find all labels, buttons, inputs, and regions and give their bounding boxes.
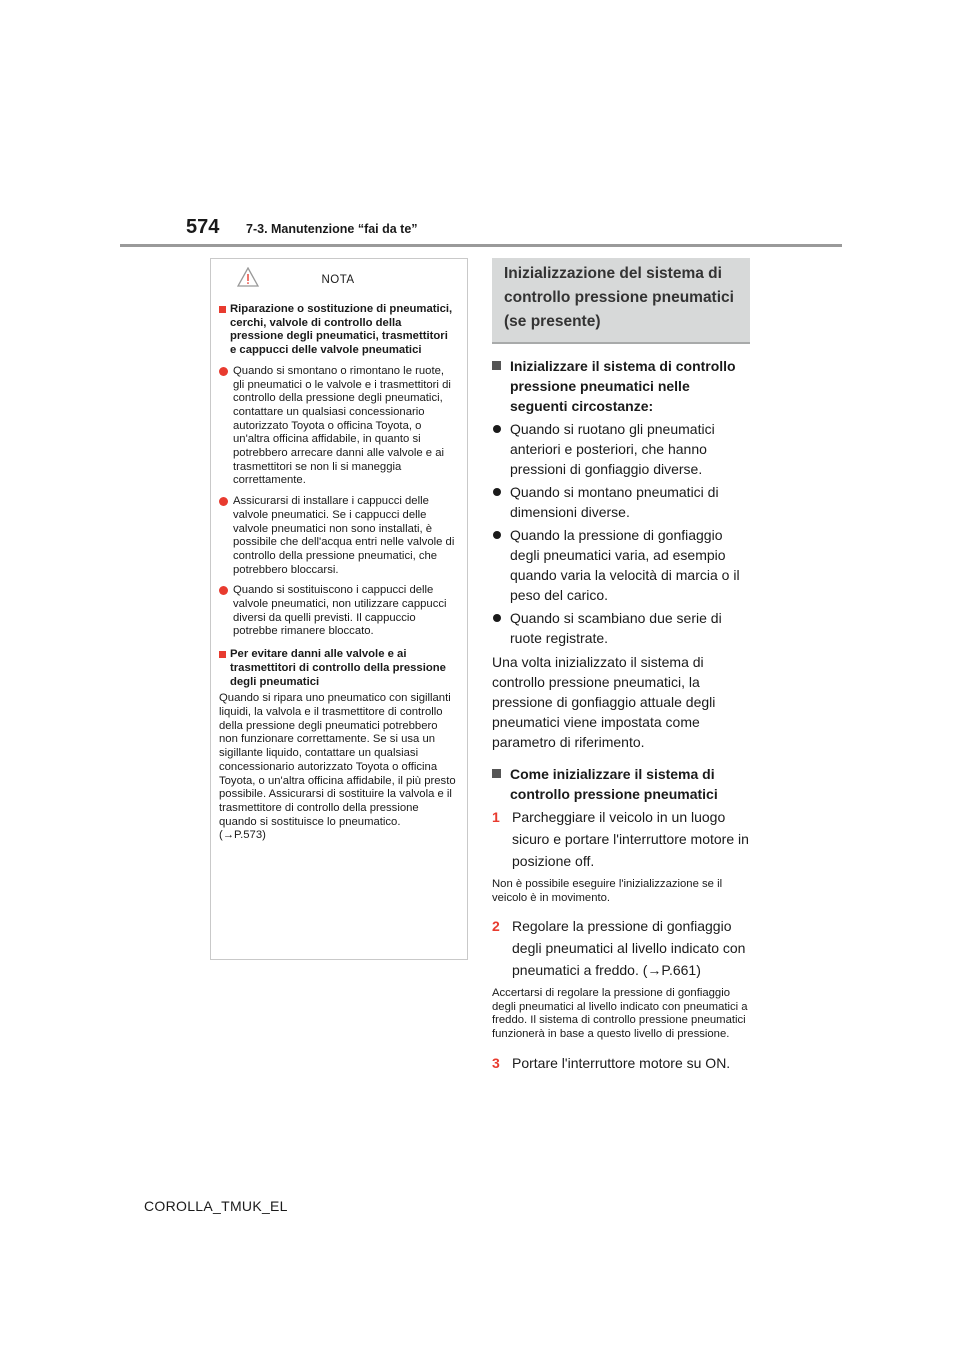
header-rule bbox=[120, 244, 842, 247]
bullet-dot-icon bbox=[493, 488, 501, 496]
nota-paragraph: Quando si ripara uno pneumatico con sigillanti liquidi, la valvola e il trasmettitore di controllo della pressione degli pneumatici potrebbero non funzionare correttamente. Se si usa un sigillante liquido, contattare un qualsiasi concessionario autorizzato Toyota o officina Toyota, o un'altra officina affidabile, il più presto possibile. Assicurarsi di sostituire la valvola e il trasmettitore di controllo della pressione quando si sostituisce lo pneumatico. bbox=[219, 692, 456, 828]
section-title: 7-3. Manutenzione “fai da te” bbox=[246, 222, 418, 236]
nota-bullet-text: Assicurarsi di installare i cappucci delle valvole pneumatici. Se i cappucci delle valvole pneumatici non sono installati, è possibile che dell'acqua entri nelle valvole di controllo della pressione pneumatici, che potrebbero bloccarsi. bbox=[233, 495, 455, 576]
page-number: 574 bbox=[186, 216, 220, 238]
step-text: Regolare la pressione di gonfiaggio degli pneumatici al livello indicato con pneumatici a freddo. (→P.661) bbox=[512, 918, 746, 979]
step-text: Portare l'interruttore motore su ON. bbox=[512, 1054, 731, 1071]
bullet-item bbox=[492, 525, 750, 605]
step-number: 2 bbox=[492, 918, 500, 935]
bullet-item bbox=[492, 482, 750, 522]
red-square-icon bbox=[219, 306, 226, 313]
nota-title: NOTA bbox=[321, 274, 355, 286]
nota-box bbox=[210, 258, 468, 960]
bullet-dot-icon bbox=[493, 425, 501, 433]
nota-heading-1 bbox=[219, 303, 457, 358]
subheading-1-text: Inizializzare il sistema di controllo pressione pneumatici nelle seguenti circostanze: bbox=[510, 358, 736, 414]
gray-square-icon bbox=[492, 769, 501, 778]
bullet-text: Quando si montano pneumatici di dimensioni diverse. bbox=[510, 484, 719, 520]
subheading-2 bbox=[492, 764, 750, 804]
section-heading-box: Inizializzazione del sistema di controllo pressione pneumatici (se presente) bbox=[492, 258, 750, 344]
subheading-2-text: Come inizializzare il sistema di controllo pressione pneumatici bbox=[510, 766, 718, 802]
nota-bullet bbox=[219, 365, 457, 488]
step-number: 1 bbox=[492, 809, 500, 825]
subheading-1 bbox=[492, 356, 750, 416]
step-2 bbox=[492, 915, 750, 981]
bullet-dot-icon bbox=[493, 614, 501, 622]
nota-heading-2-text: Per evitare danni alle valvole e ai trasmettitori di controllo della pressione degli pneumatici bbox=[230, 648, 446, 688]
bullet-item bbox=[492, 419, 750, 479]
red-dot-icon bbox=[219, 497, 228, 506]
red-dot-icon bbox=[219, 367, 228, 376]
step-text: Parcheggiare il veicolo in un luogo sicuro e portare l'interruttore motore in posizione off. bbox=[512, 809, 749, 869]
nota-bullet-text: Quando si smontano o rimontano le ruote, gli pneumatici o le valvole e i trasmettitori di controllo della pressione degli pneumatici, contattare un qualsiasi concessionario autorizzato Toyota o officina Toyota, o un'altra officina affidabile, in quanto si potrebbero arrecare danni alle valvole e ai trasmettitori se non li si maneggia correttamente. bbox=[233, 364, 451, 487]
body-paragraph: Una volta inizializzato il sistema di controllo pressione pneumatici, la pressione di gonfiaggio attuale degli pneumatici viene impostata come parametro di riferimento. bbox=[492, 654, 716, 750]
red-square-icon bbox=[219, 651, 226, 658]
warning-triangle-icon bbox=[237, 267, 259, 287]
nota-page-reference[interactable]: (→P.573) bbox=[219, 829, 266, 842]
nota-header bbox=[219, 267, 457, 297]
nota-heading-2 bbox=[219, 648, 457, 689]
step-number: 3 bbox=[492, 1054, 500, 1071]
right-column bbox=[492, 258, 750, 1074]
bullet-text: Quando si ruotano gli pneumatici anteriori e posteriori, che hanno pressioni di gonfiaggio diverse. bbox=[510, 421, 715, 477]
step-note: Non è possibile eseguire l'inizializzazione se il veicolo è in movimento. bbox=[492, 878, 723, 904]
footer-model-code: COROLLA_TMUK_EL bbox=[144, 1198, 288, 1214]
step-3 bbox=[492, 1052, 750, 1074]
bullet-text: Quando si scambiano due serie di ruote registrate. bbox=[510, 610, 722, 646]
nota-heading-1-text: Riparazione o sostituzione di pneumatici, cerchi, valvole di controllo della pressione degli pneumatici, trasmettitori e cappucci delle valvole pneumatici bbox=[230, 303, 453, 357]
nota-bullet-text: Quando si sostituiscono i cappucci delle valvole pneumatici, non utilizzare cappucci diversi da quelli previsti. Il cappuccio potrebbe rimanere bloccato. bbox=[233, 584, 447, 638]
bullet-dot-icon bbox=[493, 531, 501, 539]
bullet-text: Quando la pressione di gonfiaggio degli pneumatici varia, ad esempio quando varia la velocità di marcia o il peso del carico. bbox=[510, 527, 740, 603]
nota-bullet bbox=[219, 584, 457, 639]
nota-bullet bbox=[219, 495, 457, 577]
step-note: Accertarsi di regolare la pressione di gonfiaggio degli pneumatici al livello indicato con pneumatici a freddo. Il sistema di controllo pressione pneumatici funzionerà in base a questo livello di pressione. bbox=[492, 987, 748, 1040]
step-1 bbox=[492, 806, 750, 872]
gray-square-icon bbox=[492, 361, 501, 370]
bullet-item bbox=[492, 608, 750, 648]
red-dot-icon bbox=[219, 586, 228, 595]
